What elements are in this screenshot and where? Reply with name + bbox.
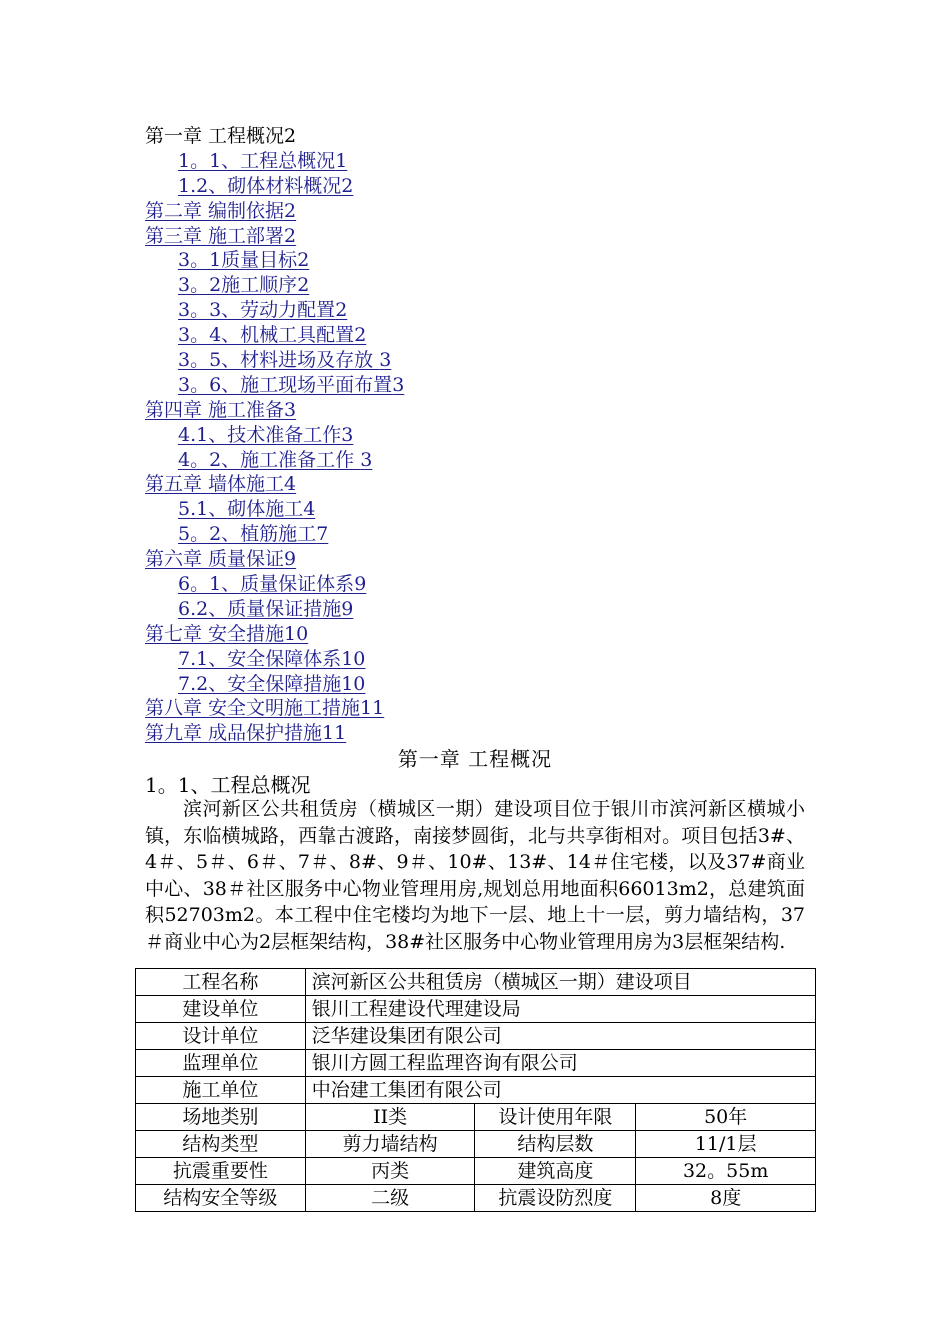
toc-link[interactable]	[178, 449, 372, 471]
table-row	[136, 996, 816, 1023]
toc-entry[interactable]	[145, 273, 845, 298]
row-value: 剪力墙结构	[305, 1131, 475, 1158]
toc-entry[interactable]	[145, 248, 845, 273]
toc-link[interactable]	[178, 598, 353, 620]
toc-entry[interactable]	[145, 547, 845, 572]
toc-entry-page: 9	[341, 597, 354, 620]
row-value: 丙类	[305, 1158, 475, 1185]
row-label: 结构类型	[136, 1131, 306, 1158]
table-row	[136, 1131, 816, 1158]
toc-entry-title: 第七章 安全措施	[145, 622, 285, 645]
row-label: 建设单位	[136, 996, 306, 1023]
toc-entry-page: 2	[341, 174, 354, 197]
row-value: 8度	[636, 1185, 816, 1212]
toc-entry-title: 3。4、机械工具配置	[178, 324, 355, 347]
toc-link[interactable]	[178, 374, 404, 396]
toc-entry[interactable]	[145, 721, 845, 746]
toc-entry-page: 2	[284, 224, 297, 247]
toc-link[interactable]	[178, 324, 366, 346]
toc-link[interactable]	[145, 399, 296, 421]
table-row	[136, 1185, 816, 1212]
table-row	[136, 1077, 816, 1104]
toc-link[interactable]	[178, 349, 391, 371]
toc-entry[interactable]	[145, 149, 845, 174]
toc-link[interactable]	[178, 673, 365, 695]
toc-entry-title: 3。2施工顺序	[178, 274, 298, 297]
toc-entry-page: 4	[284, 473, 297, 496]
table-row	[136, 1104, 816, 1131]
table-of-contents	[145, 124, 845, 746]
row-value: 银川方圆工程监理咨询有限公司	[305, 1050, 815, 1077]
toc-entry[interactable]	[145, 398, 845, 423]
toc-link[interactable]	[178, 299, 347, 321]
toc-entry-page: 2	[335, 299, 348, 322]
toc-link[interactable]	[178, 523, 328, 545]
toc-link[interactable]	[145, 697, 384, 719]
row-label: 设计使用年限	[475, 1104, 636, 1131]
toc-entry-title: 第四章 施工准备	[145, 398, 285, 421]
toc-entry-title: 第八章 安全文明施工措施	[145, 697, 361, 720]
toc-entry[interactable]	[145, 696, 845, 721]
row-label: 场地类别	[136, 1104, 306, 1131]
toc-entry-page: 2	[354, 324, 367, 347]
toc-entry-title: 6。1、质量保证体系	[178, 573, 355, 596]
toc-entry-page: 9	[354, 573, 367, 596]
toc-entry-page: 3	[341, 423, 354, 446]
toc-entry-page: 3	[379, 349, 392, 372]
toc-entry-title: 4.1、技术准备工作	[178, 423, 342, 446]
table-row	[136, 1050, 816, 1077]
toc-text	[145, 125, 296, 147]
row-value: 中冶建工集团有限公司	[305, 1077, 815, 1104]
toc-entry-title: 1。1、工程总概况	[178, 149, 336, 172]
toc-entry[interactable]	[145, 224, 845, 249]
toc-entry-page: 4	[303, 498, 316, 521]
table-row	[136, 1158, 816, 1185]
row-value: 二级	[305, 1185, 475, 1212]
toc-entry[interactable]	[145, 597, 845, 622]
toc-link[interactable]	[178, 573, 366, 595]
toc-entry-page: 10	[284, 622, 309, 645]
row-label: 设计单位	[136, 1023, 306, 1050]
toc-entry-title: 4。2、施工准备工作	[178, 448, 361, 471]
toc-entry-title: 3。5、材料进场及存放	[178, 349, 380, 372]
toc-entry[interactable]	[145, 199, 845, 224]
project-overview-paragraph: 滨河新区公共租赁房（横城区一期）建设项目位于银川市滨河新区横城小镇，东临横城路，西靠古渡路，南接梦圆街，北与共享街相对。项目包括3#、4＃、5＃、6＃、7＃、8#、9＃、10#、13#、14＃住宅楼，以及37#商业中心、38＃社区服务中心物业管理用房,规划总用地面积66013m2，总建筑面积52703m2。本工程中住宅楼均为地下一层、地上十一层，剪力墙结构，37＃商业中心为2层框架结构，38#社区服务中心物业管理用房为3层框架结构.	[145, 798, 805, 953]
toc-entry-page: 3	[360, 448, 373, 471]
table-row	[136, 969, 816, 996]
toc-entry[interactable]	[145, 672, 845, 697]
row-value: 50年	[636, 1104, 816, 1131]
row-value: 滨河新区公共租赁房（横城区一期）建设项目	[305, 969, 815, 996]
toc-entry[interactable]	[145, 423, 845, 448]
row-label: 监理单位	[136, 1050, 306, 1077]
toc-entry-page: 7	[316, 523, 329, 546]
toc-entry[interactable]	[145, 174, 845, 199]
toc-entry[interactable]	[145, 497, 845, 522]
toc-entry[interactable]	[145, 348, 845, 373]
toc-entry-title: 第六章 质量保证	[145, 548, 285, 571]
row-label: 结构层数	[475, 1131, 636, 1158]
toc-link[interactable]	[178, 424, 353, 446]
toc-link[interactable]	[145, 200, 296, 222]
toc-entry-title: 3。3、劳动力配置	[178, 299, 336, 322]
toc-entry-page: 3	[284, 398, 297, 421]
row-label: 抗震重要性	[136, 1158, 306, 1185]
row-value: 11/1层	[636, 1131, 816, 1158]
row-label: 结构安全等级	[136, 1185, 306, 1212]
toc-entry[interactable]	[145, 472, 845, 497]
toc-entry-page: 2	[297, 274, 310, 297]
toc-link[interactable]	[178, 648, 365, 670]
toc-entry-page: 2	[284, 199, 297, 222]
toc-entry-page: 10	[341, 672, 366, 695]
row-label: 抗震设防烈度	[475, 1185, 636, 1212]
toc-entry-title: 3。6、施工现场平面布置	[178, 373, 393, 396]
row-value: 32。55m	[636, 1158, 816, 1185]
toc-link[interactable]	[178, 150, 347, 172]
toc-link[interactable]	[145, 225, 296, 247]
toc-entry-page: 2	[284, 125, 297, 147]
row-value: 泛华建设集团有限公司	[305, 1023, 815, 1050]
row-value: II类	[305, 1104, 475, 1131]
toc-entry[interactable]	[145, 522, 845, 547]
toc-entry-title: 5。2、植筋施工	[178, 523, 317, 546]
toc-entry-title: 第九章 成品保护措施	[145, 722, 323, 745]
toc-entry[interactable]	[145, 647, 845, 672]
row-label: 工程名称	[136, 969, 306, 996]
toc-entry-title: 5.1、砌体施工	[178, 498, 304, 521]
toc-entry-page: 11	[322, 722, 347, 745]
toc-entry-title: 7.1、安全保障体系	[178, 647, 342, 670]
row-label: 建筑高度	[475, 1158, 636, 1185]
table-row	[136, 1023, 816, 1050]
project-info-table	[135, 968, 816, 1212]
toc-entry-title: 7.2、安全保障措施	[178, 672, 342, 695]
row-label: 施工单位	[136, 1077, 306, 1104]
toc-entry-title: 1.2、砌体材料概况	[178, 174, 342, 197]
toc-link[interactable]	[145, 473, 296, 495]
toc-entry-page: 9	[284, 548, 297, 571]
toc-entry-page: 10	[341, 647, 366, 670]
row-value: 银川工程建设代理建设局	[305, 996, 815, 1023]
toc-entry[interactable]	[145, 572, 845, 597]
toc-entry-page: 3	[392, 373, 405, 396]
toc-link[interactable]	[178, 498, 315, 520]
toc-entry-title: 3。1质量目标	[178, 249, 298, 272]
toc-entry	[145, 124, 845, 149]
toc-entry[interactable]	[145, 622, 845, 647]
toc-entry-title: 第二章 编制依据	[145, 199, 285, 222]
toc-entry-page: 2	[297, 249, 310, 272]
toc-entry[interactable]	[145, 298, 845, 323]
toc-entry-title: 第五章 墙体施工	[145, 473, 285, 496]
toc-link[interactable]	[178, 274, 309, 296]
toc-entry[interactable]	[145, 323, 845, 348]
toc-entry-title: 第三章 施工部署	[145, 224, 285, 247]
toc-link[interactable]	[178, 249, 309, 271]
toc-entry-page: 11	[360, 697, 385, 720]
section-heading: 1。1、工程总概况	[145, 773, 311, 797]
toc-entry[interactable]	[145, 448, 845, 473]
toc-link[interactable]	[145, 722, 346, 744]
toc-entry[interactable]	[145, 373, 845, 398]
toc-entry-title: 6.2、质量保证措施	[178, 597, 342, 620]
toc-link[interactable]	[145, 548, 296, 570]
toc-entry-title: 第一章 工程概况	[145, 125, 285, 147]
chapter-heading: 第一章 工程概况	[397, 747, 553, 771]
toc-link[interactable]	[178, 175, 353, 197]
toc-entry-page: 1	[335, 149, 348, 172]
toc-link[interactable]	[145, 623, 308, 645]
